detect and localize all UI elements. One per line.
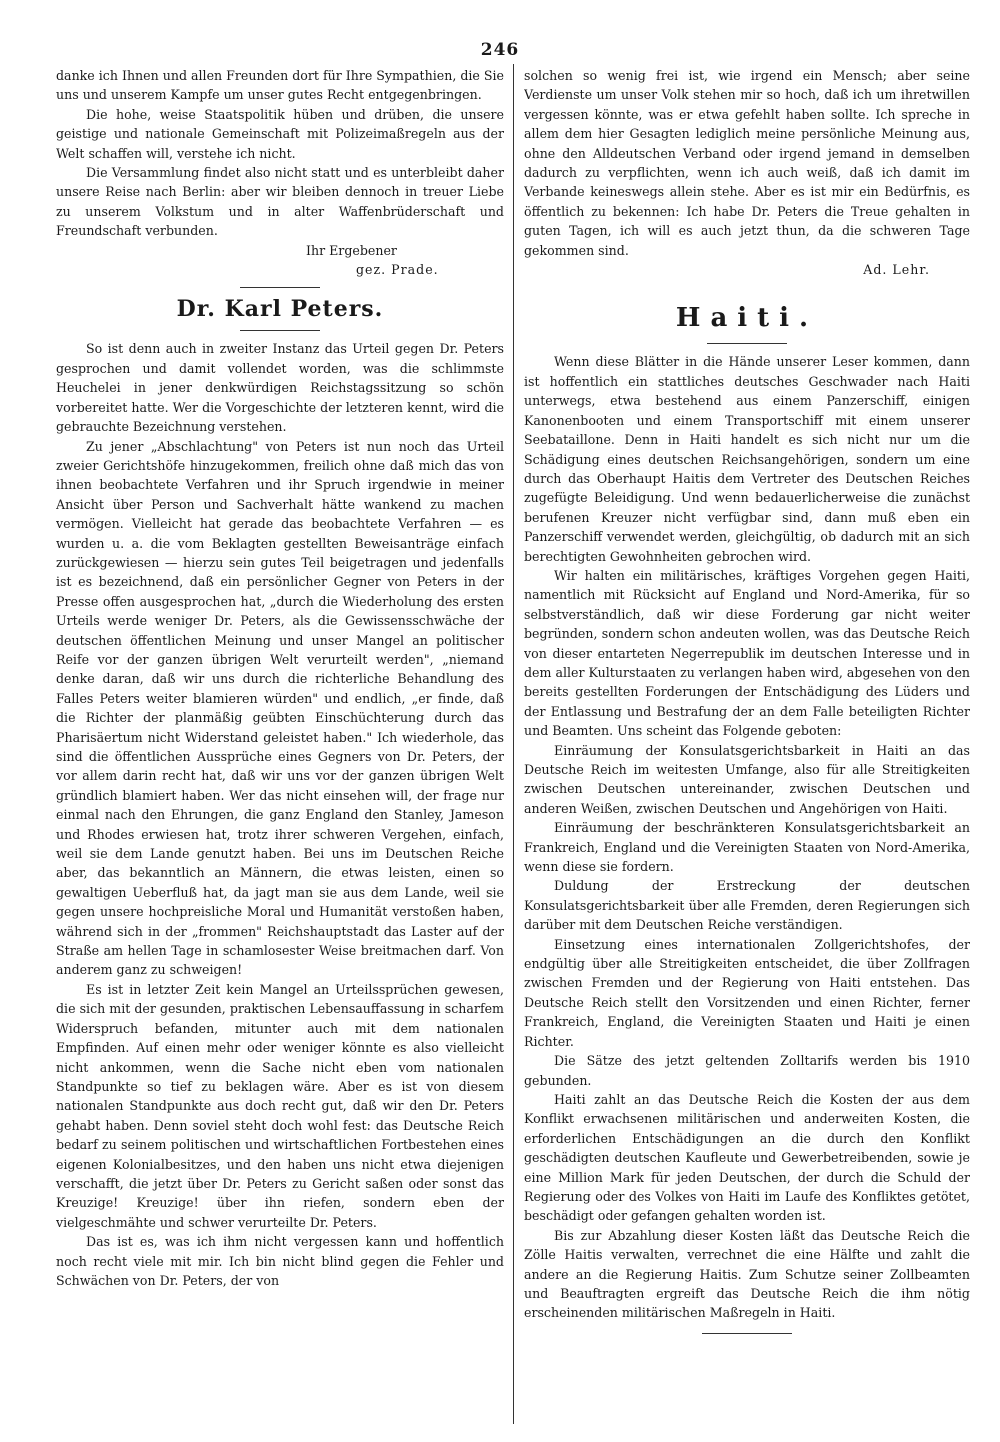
page-number: 246 [480,40,520,60]
letter-signature: gez. Prade. [356,262,439,278]
title-underline [240,330,320,331]
article-body-peters [56,339,504,1290]
article-body-haiti [524,352,970,1322]
article-paragraph: Wir halten ein militärisches, kräftiges Vorgehen gegen Haiti, namentlich mit Rücksicht auf England und Nord-Amerika, für so selbstverständlich, daß wir diese Forderung gar nicht weiter begründen, sondern schon andeuten wollen, was das Deutsche Reich von dieser entarteten Negerrepublik im deutschen Interesse und in dem aller Kulturstaaten zu verlangen haben wird, abgesehen von den bereits gestellten Forderungen der Entschädigung des Lüders und der Entlassung und Bestrafung der an dem Falle beteiligten Richter und Beamten. Uns scheint das Folgende geboten: [524,567,970,739]
end-rule [702,1333,792,1334]
letter-continuation [56,66,504,279]
demand-item: Einsetzung eines internationalen Zollgerichtshofes, der endgültig über alle Streitigkeiten entscheidet, die über Zollfragen zwischen Fremden und der Regierung von Haiti entstehen. Das Deutsche Reich stellt den Vorsitzenden und einen Richter, ferner Frankreich, England, die Vereinigten Staaten und Haiti je einen Richter. [524,936,970,1049]
column-divider [513,64,514,1424]
article-paragraph: Es ist in letzter Zeit kein Mangel an Urteilssprüchen gewesen, die sich mit der gesunden, praktischen Lebensauffassung in scharfem Widerspruch befanden, mitunter auch mit dem nationalen Empfinden. Auf einen mehr oder weniger könnte es also vielleicht nicht ankommen, wenn die Sache nicht eben vom nationalen Standpunkte so tief zu beklagen wäre. Aber es ist von diesem nationalen Standpunkte aus doch recht gut, daß wir den Dr. Peters gehabt haben. Denn soviel steht doch wohl fest: das Deutsche Reich bedarf zu seinem politischen und wirtschaftlichen Fortbestehen eines eigenen Kolonialbesitzes, und den haben uns nicht etwa diejenigen verschafft, die jetzt über Dr. Peters zu Gericht saßen oder sonst das Kreuzige! Kreuzige! über ihn riefen, sondern eben der vielgeschmähte und schwer verurteilte Dr. Peters. [56,981,504,1230]
left-column [56,66,504,1426]
letter-paragraph: danke ich Ihnen und allen Freunden dort für Ihre Sympathien, die Sie uns und unserem Kampfe um unser gutes Recht entgegenbringen. [56,68,504,103]
article-continuation: solchen so wenig frei ist, wie irgend ein Mensch; aber seine Verdienste um unser Volk stehen mir so hoch, daß ich um ihretwillen vergessen könnte, was er etwa gefehlt haben sollte. Ich spreche in allem dem hier Gesagten lediglich meine persönliche Meinung aus, ohne den Alldeutschen Verband oder irgend jemand in demselben dadurch zu verpflichten, wenn ich auch weiß, daß ich damit im Verbande keineswegs allein stehe. Aber es ist mir ein Bedürfnis, es öffentlich zu bekennen: Ich habe Dr. Peters die Treue gehalten in guten Tagen, ich will es auch jetzt thun, da die schweren Tage gekommen sind. [524,68,970,258]
demand-item: Duldung der Erstreckung der deutschen Konsulatsgerichtsbarkeit über alle Fremden, deren Regierungen sich darüber mit dem Deutschen Reiche verständigen. [524,878,970,933]
demand-item: Einräumung der beschränkteren Konsulatsgerichtsbarkeit an Frankreich, England und die Vereinigten Staaten von Nord-Amerika, wenn diese sie fordern. [524,820,970,875]
article-title-haiti: Haiti. [675,303,819,334]
letter-closing: Ihr Ergebener [306,242,397,258]
title-underline [707,343,787,344]
letter-paragraph: Die Versammlung findet also nicht statt und es unterbleibt daher unsere Reise nach Berlin: aber wir bleiben dennoch in treuer Liebe zu unserem Volkstum und in alter Waffenbrüderschaft und Freundschaft verbunden. [56,165,504,239]
article-title-peters: Dr. Karl Peters. [176,296,384,323]
right-column [524,66,970,1426]
demand-item: Die Sätze des jetzt geltenden Zolltarifs werden bis 1910 gebunden. [524,1053,970,1088]
letter-paragraph: Die hohe, weise Staatspolitik hüben und drüben, die unsere geistige und nationale Gemeinschaft mit Polizeimaßregeln aus der Welt schaffen will, verstehe ich nicht. [56,106,504,161]
section-separator [240,287,320,288]
article-paragraph: Wenn diese Blätter in die Hände unserer Leser kommen, dann ist hoffentlich ein stattliches deutsches Geschwader nach Haiti unterwegs, etwa bestehend aus einem Panzerschiff, einigen Kanonenbooten und einem Transportschiff mit einem unserer Seebataillone. Denn in Haiti handelt es sich nicht nur um die Schädigung eines deutschen Reichsangehörigen, sondern um eine durch das Oberhaupt Haitis dem Vertreter des Deutschen Reiches zugefügte Beleidigung. Und wenn bedauerlicherweise die zunächst berufenen Kreuzer nicht verfügbar sind, dann muß eben ein Panzerschiff verwendet werden, gleichgültig, ob dadurch mit an sich berechtigten Gewohnheiten gebrochen wird. [524,354,970,564]
article-paragraph: Das ist es, was ich ihm nicht vergessen kann und hoffentlich noch recht viele mit mir. Ich bin nicht blind gegen die Fehler und Schwächen von Dr. Peters, der von [56,1234,504,1288]
article-signature: Ad. Lehr. [863,262,930,278]
article-paragraph: So ist denn auch in zweiter Instanz das Urteil gegen Dr. Peters gesprochen und damit vollendet worden, was die schlimmste Heuchelei in jener denkwürdigen Reichstagssitzung so schön vorbereitet hatte. Wer die Vorgeschichte der letzteren kennt, wird die gebrauchte Bezeichnung verstehen. [56,341,504,435]
demand-item: Bis zur Abzahlung dieser Kosten läßt das Deutsche Reich die Zölle Haitis verwalten, verrechnet die eine Hälfte und zahlt die andere an die Regierung Haitis. Zum Schutze seiner Zollbeamten und Beauftragten ergreift das Deutsche Reich die ihm nötig erscheinenden militärischen Maßregeln in Haiti. [524,1227,970,1321]
demand-item: Einräumung der Konsulatsgerichtsbarkeit in Haiti an das Deutsche Reich im weitesten Umfange, also für alle Streitigkeiten zwischen Deutschen untereinander, zwischen Deutschen und anderen Weißen, zwischen Deutschen und Angehörigen von Haiti. [524,742,970,816]
demand-item: Haiti zahlt an das Deutsche Reich die Kosten der aus dem Konflikt erwachsenen militärischen und anderweiten Kosten, die erforderlichen Entschädigungen an die durch den Konflikt geschädigten deutschen Kaufleute und Gewerbetreibenden, sowie je eine Million Mark für jeden Deutschen, der durch die Schuld der Regierung oder des Volkes von Haiti im Laufe des Konfliktes getötet, beschädigt oder gefangen gehalten worden ist. [524,1091,970,1224]
article-paragraph: Zu jener „Abschlachtung" von Peters ist nun noch das Urteil zweier Gerichtshöfe hinzugekommen, freilich ohne daß mich das von ihnen beobachtete Verfahren und ihr Spruch irgendwie in meiner Ansicht über Person und Sachverhalt hätte wankend zu machen vermögen. Vielleicht hat gerade das beobachtete Verfahren — es wurden u. a. die vom Beklagten gestellten Beweisanträge einfach zurückgewiesen — hierzu sein gutes Teil beigetragen und jedenfalls ist es bezeichnend, daß ein persönlicher Gegner von Peters in der Presse offen ausgesprochen hat, „durch die Wiederholung des ersten Urteils werde weniger Dr. Peters, als die Gewissensschwäche der deutschen öffentlichen Meinung und unser Mangel an politischer Reife vor der ganzen übrigen Welt verurteilt werden", „niemand denke daran, daß wir uns durch die richterliche Behandlung des Falles Peters weiter blamieren würden" und endlich, „er finde, daß die Richter der planmäßig geübten Einschüchterung durch das Pharisäertum nicht Widerstand geleistet haben." Ich wiederhole, das sind die öffentlichen Aussprüche eines Gegners von Dr. Peters, der vor allem darin recht hat, daß wir uns vor der ganzen übrigen Welt gründlich blamiert haben. Wer das nicht einsehen will, der frage nur einmal nach den Ehrungen, die ganz England den Stanley, Jameson und Rhodes erwiesen hat, trotz ihrer schweren Vergehen, einfach, weil sie dem Lande genutzt haben. Bei uns im Deutschen Reiche aber, das bekanntlich an Männern, die etwas leisten, einen so gewaltigen Ueberfluß hat, da jagt man sie aus dem Lande, weil sie gegen unsere hochpreisliche Moral und Humanität verstoßen haben, während sich in der „frommen" Reichshauptstadt das Laster auf der Straße am hellen Tage in schamlosester Weise breitmachen darf. Von anderem ganz zu schweigen! [56,438,504,978]
